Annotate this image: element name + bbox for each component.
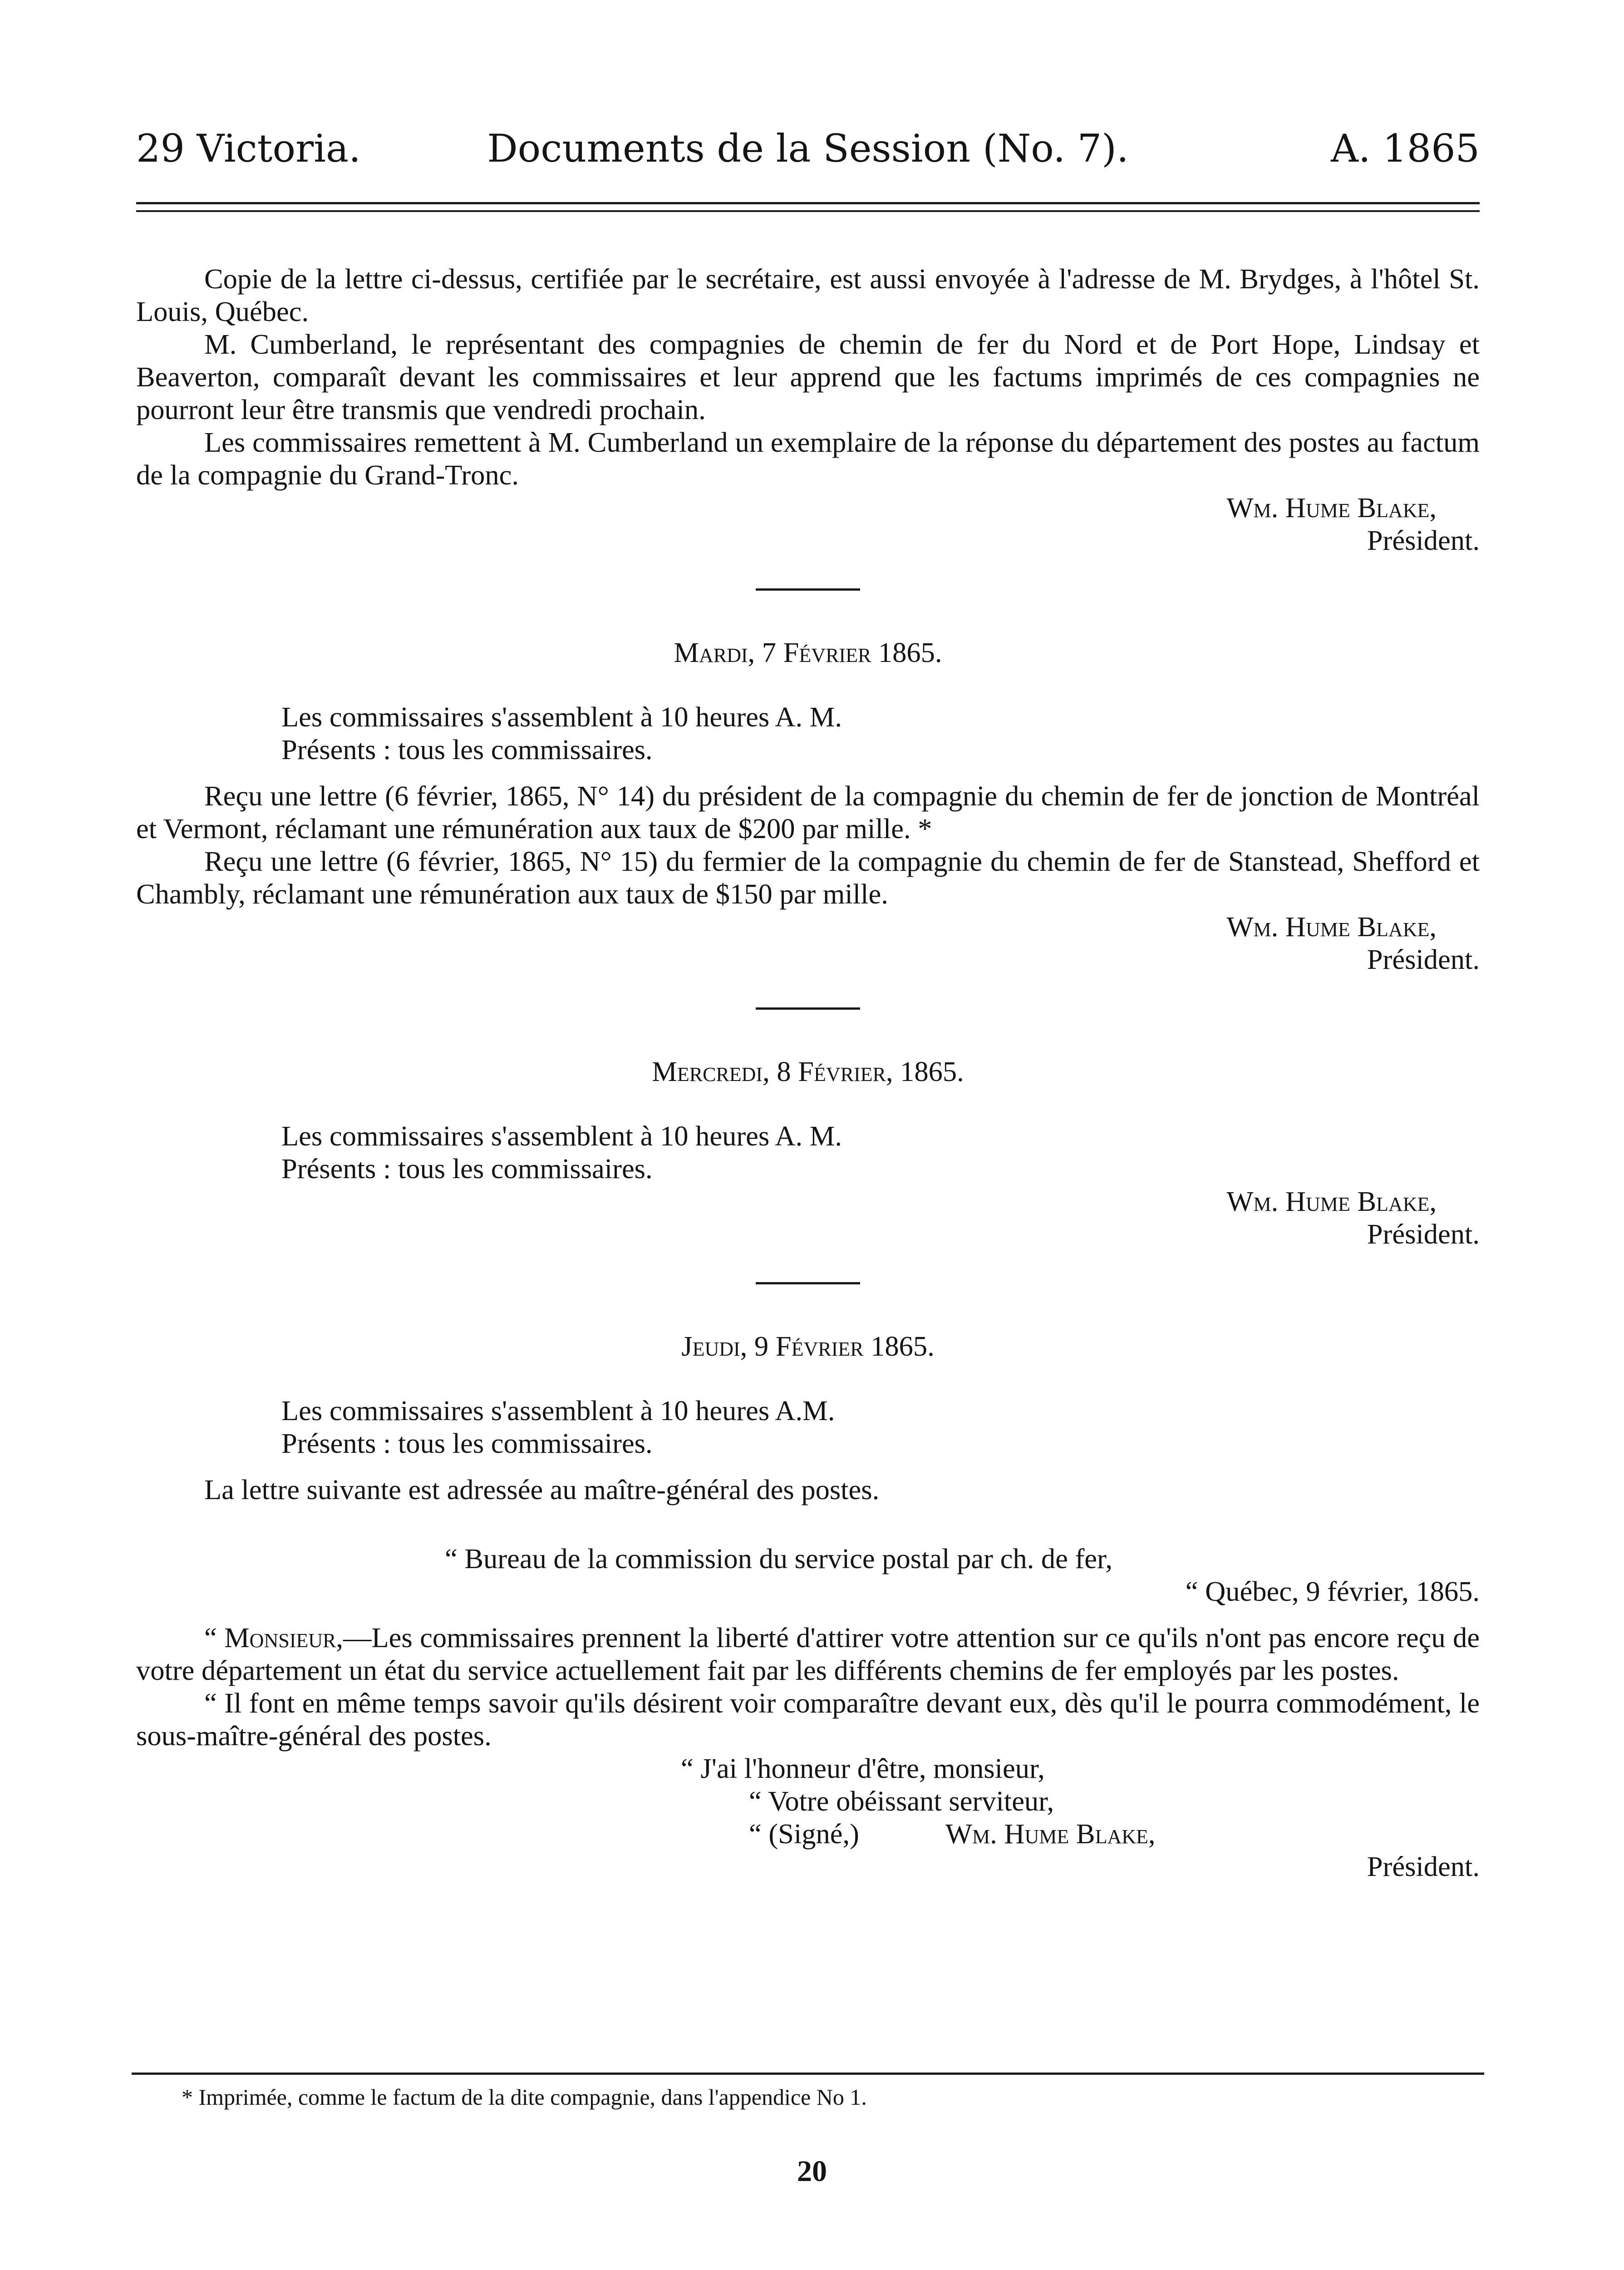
letter-closing: “ J'ai l'honneur d'être, monsieur, xyxy=(681,1752,1045,1784)
signature-title: Président. xyxy=(1367,1851,1480,1882)
signature-title: Président. xyxy=(1367,943,1480,975)
section-jeudi xyxy=(136,1330,1480,1883)
section-mercredi xyxy=(136,1055,1480,1250)
attendance-line: Présents : tous les commissaires. xyxy=(281,1153,653,1184)
letter-address: “ Bureau de la commission du service postal par ch. de fer, xyxy=(445,1543,1112,1574)
section-date: Mercredi, 8 Février, 1865. xyxy=(652,1056,964,1087)
attendance-line: Les commissaires s'assemblent à 10 heures A.M. xyxy=(281,1395,835,1426)
signature-block xyxy=(136,491,1480,557)
header-year: A. 1865 xyxy=(1331,126,1480,171)
signature-block xyxy=(136,1850,1480,1883)
attendance-line: Les commissaires s'assemblent à 10 heures A. M. xyxy=(281,1120,842,1152)
running-header xyxy=(136,126,1480,190)
paragraph: Reçu une lettre (6 février, 1865, N° 14) du président de la compagnie du chemin de fer de jonction de Montréal et Vermont, réclamant une rémunération aux taux de $200 par mille. * xyxy=(136,780,1480,844)
footnote: * Imprimée, comme le factum de la dite compagnie, dans l'appendice No 1. xyxy=(182,2084,867,2110)
section-mardi xyxy=(136,636,1480,976)
signature-title: Président. xyxy=(1367,1218,1480,1250)
paragraph: Reçu une lettre (6 février, 1865, N° 15) du fermier de la compagnie du chemin de fer de Stanstead, Shefford et Chambly, réclamant une rémunération aux taux de $150 par mille. xyxy=(136,845,1480,910)
paragraph: M. Cumberland, le représentant des compagnies de chemin de fer du Nord et de Port Hope, Lindsay et Beaverton, comparaît devant les commissaires et leur apprend que les factums imprimés de ces compagnies ne pourront leur être transmis que vendredi prochain. xyxy=(136,328,1480,425)
section-divider xyxy=(756,1007,860,1010)
letter-salutation: “ Monsieur, xyxy=(204,1622,343,1653)
paragraph: Les commissaires remettent à M. Cumberland un exemplaire de la réponse du département des postes au factum de la compagnie du Grand-Tronc. xyxy=(136,426,1480,491)
signature-block xyxy=(136,910,1480,976)
letter-paragraph xyxy=(136,1621,1480,1687)
letter-date: “ Québec, 9 février, 1865. xyxy=(1185,1575,1480,1607)
section-divider xyxy=(756,588,860,591)
signature-name: Wm. Hume Blake, xyxy=(945,1818,1156,1850)
letter-paragraph: “ Il font en même temps savoir qu'ils désirent voir comparaître devant eux, dès qu'il le pourra commodément, le sous-maître-général des postes. xyxy=(136,1687,1480,1752)
signature-block xyxy=(136,1185,1480,1250)
header-title: Documents de la Session (No. 7). xyxy=(487,126,1129,171)
page-number: 20 xyxy=(797,2155,827,2188)
signature-name: Wm. Hume Blake, xyxy=(1226,911,1437,943)
document-body xyxy=(136,262,1480,1883)
attendance-line: Présents : tous les commissaires. xyxy=(281,1427,653,1459)
header-rule xyxy=(136,202,1480,212)
section-date: Jeudi, 9 Février 1865. xyxy=(681,1330,935,1362)
section-date: Mardi, 7 Février 1865. xyxy=(674,637,942,668)
section-continued xyxy=(136,262,1480,557)
letter-intro: La lettre suivante est adressée au maître-général des postes. xyxy=(204,1474,880,1505)
header-session: 29 Victoria. xyxy=(136,126,361,171)
letter-text: —Les commissaires prennent la liberté d'attirer votre attention sur ce qu'ils n'ont pas encore reçu de votre département un état du service actuellement fait par les différents chemins de fer employés par les postes. xyxy=(136,1622,1480,1686)
footnote-rule xyxy=(132,2073,1484,2075)
letter-closing: “ Votre obéissant serviteur, xyxy=(749,1785,1054,1817)
attendance-line: Les commissaires s'assemblent à 10 heures A. M. xyxy=(281,701,842,733)
paragraph: Copie de la lettre ci-dessus, certifiée par le secrétaire, est aussi envoyée à l'adresse de M. Brydges, à l'hôtel St. Louis, Québec. xyxy=(136,263,1480,327)
letter-signed-line xyxy=(136,1817,1480,1850)
letter-signed-label: “ (Signé,) xyxy=(749,1818,859,1850)
attendance-line: Présents : tous les commissaires. xyxy=(281,734,653,765)
signature-name: Wm. Hume Blake, xyxy=(1226,492,1437,523)
section-divider xyxy=(756,1282,860,1284)
signature-name: Wm. Hume Blake, xyxy=(1226,1185,1437,1217)
signature-title: Président. xyxy=(1367,524,1480,556)
